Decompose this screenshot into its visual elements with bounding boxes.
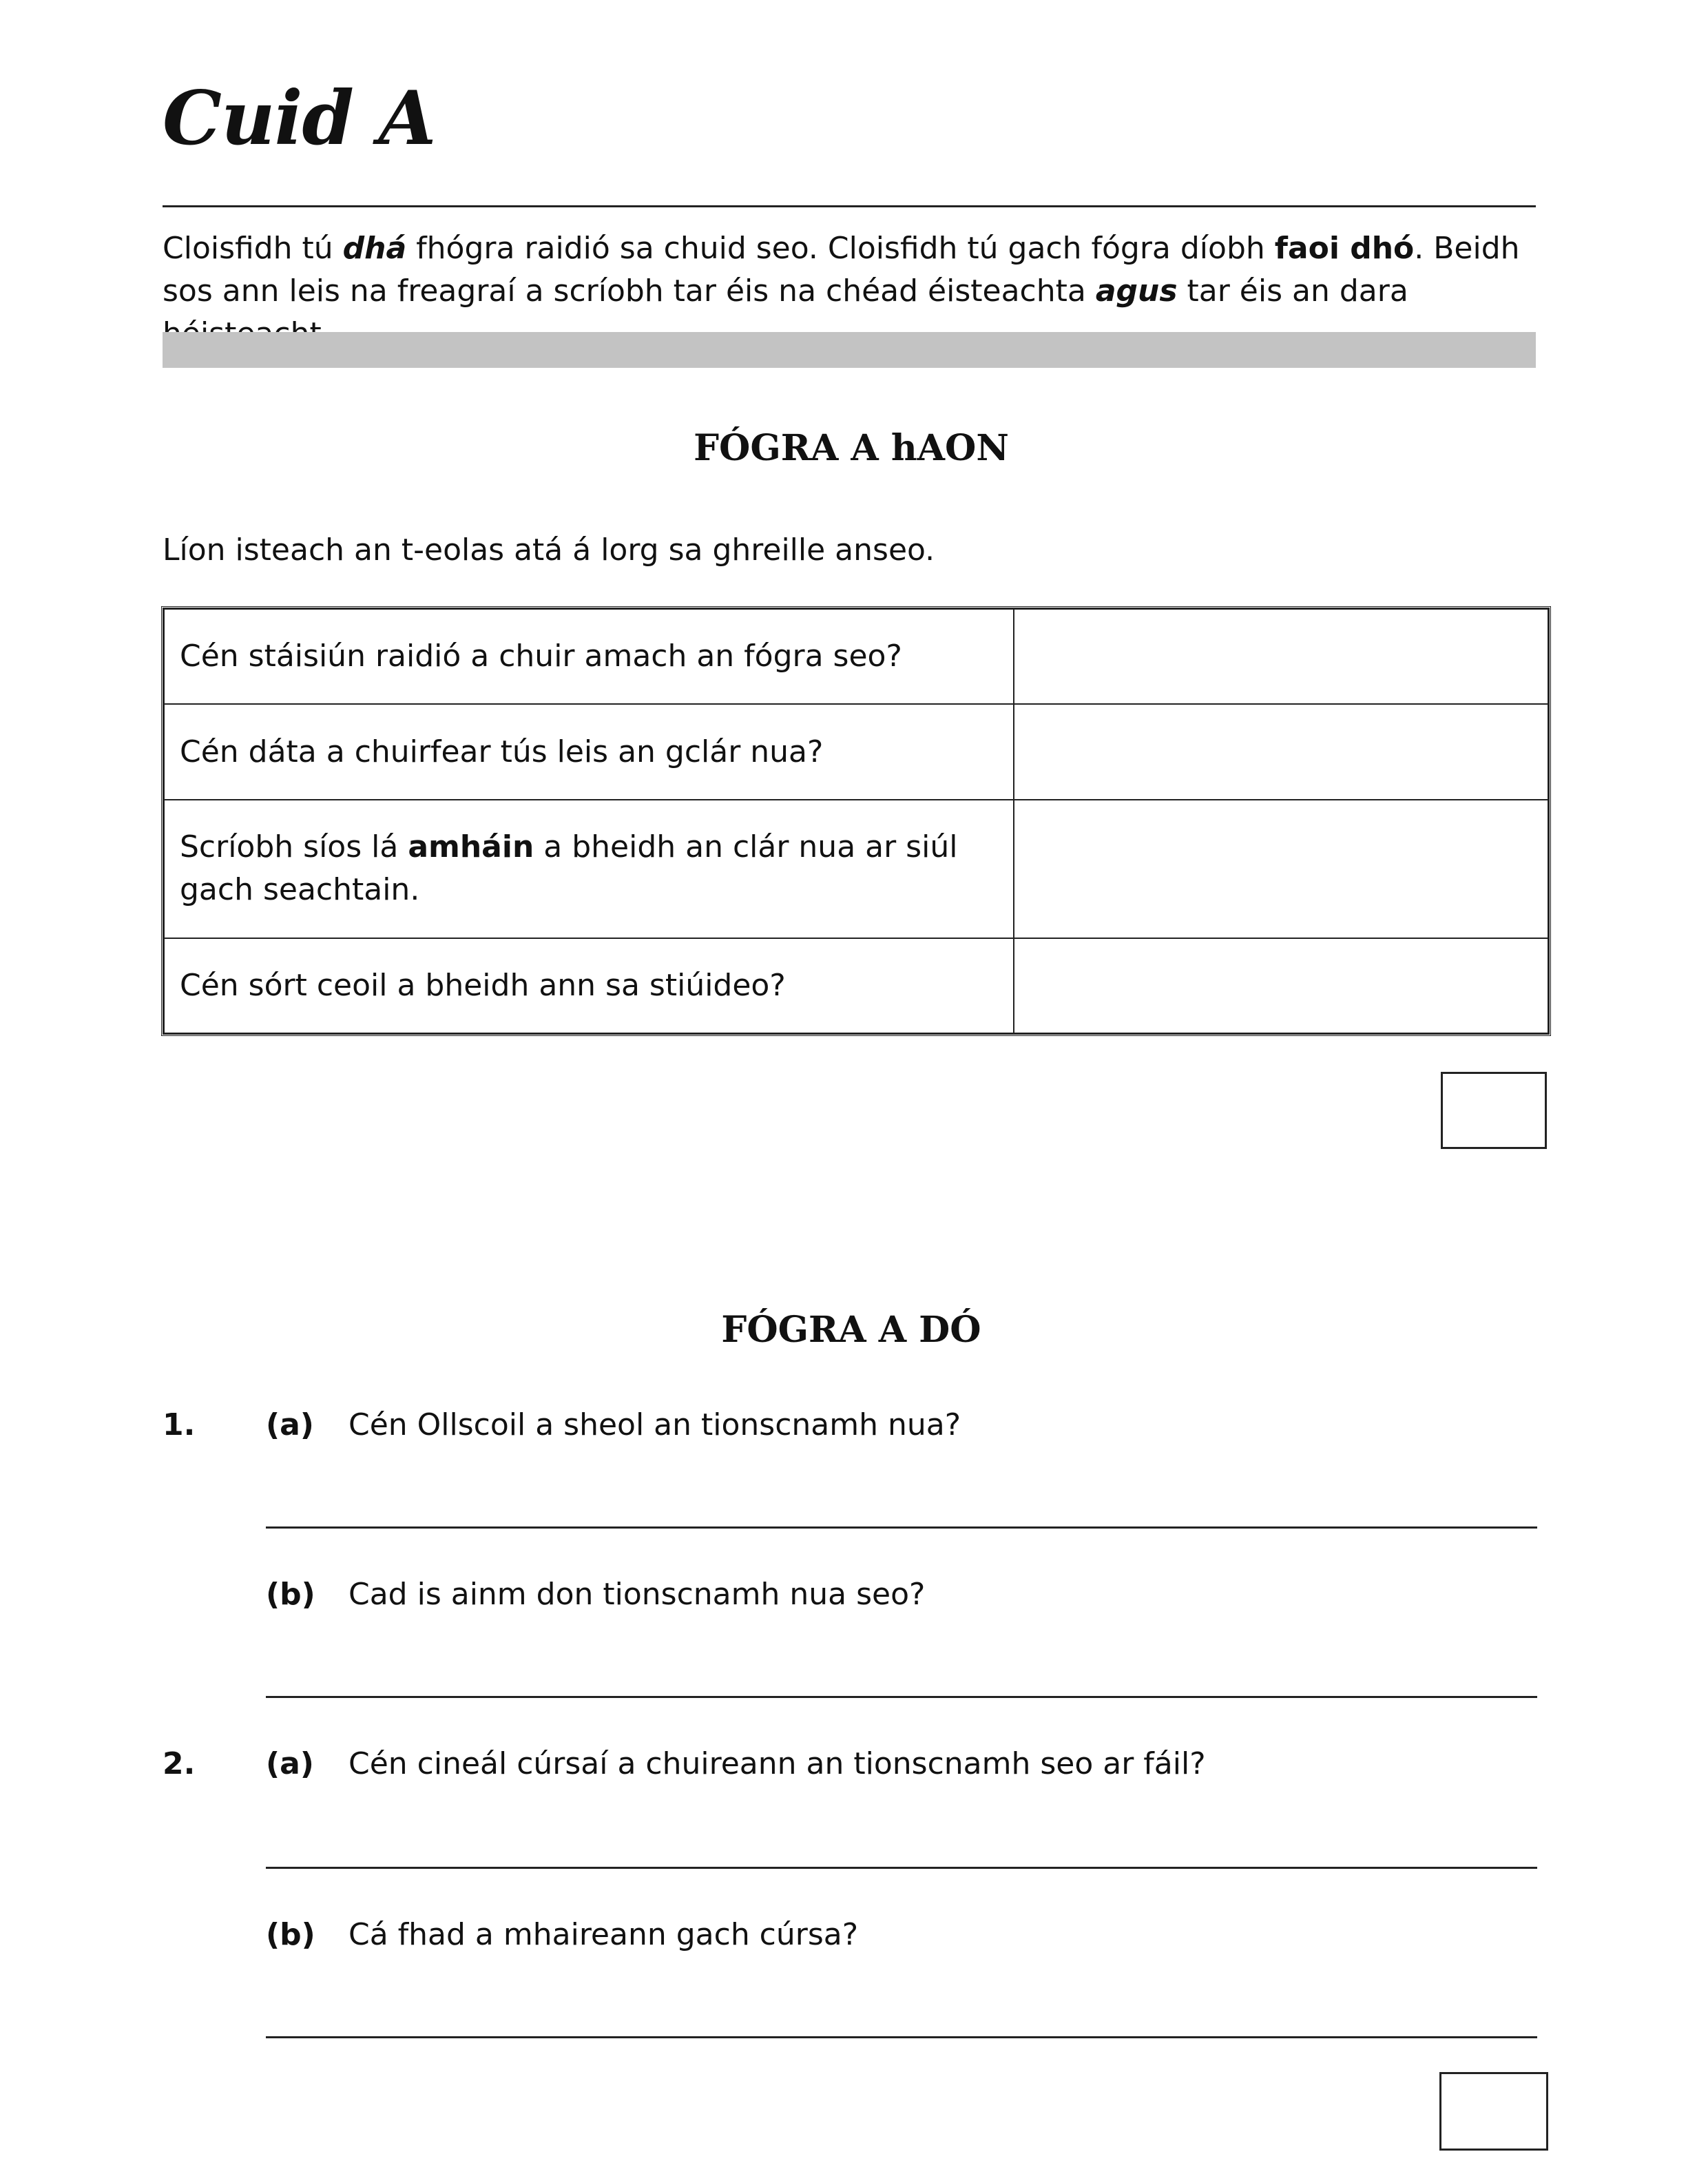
grid-row (164, 704, 1548, 799)
answer-line[interactable] (266, 2036, 1537, 2038)
grid-question: Cén sórt ceoil a bheidh ann sa stiúideo? (164, 938, 1014, 1033)
marks-box[interactable] (1439, 2072, 1548, 2151)
grid-row (164, 938, 1548, 1033)
answer-line[interactable] (266, 1526, 1537, 1529)
question-part-text: Cén Ollscoil a sheol an tionscnamh nua? (348, 1407, 961, 1442)
grid-row (164, 800, 1548, 938)
question-part-letter: (b) (266, 1917, 315, 1952)
title-divider (163, 205, 1536, 207)
answer-line[interactable] (266, 1696, 1537, 1698)
section1-heading: FÓGRA A hAON (694, 427, 1009, 469)
grid-answer-cell[interactable] (1014, 800, 1548, 938)
question-number: 1. (163, 1407, 196, 1442)
question-part-letter: (a) (266, 1407, 314, 1442)
answer-line[interactable] (266, 1867, 1537, 1869)
intro-emphasis-agus: agus (1095, 273, 1178, 309)
section2-heading: FÓGRA A DÓ (721, 1309, 981, 1351)
grid-answer-cell[interactable] (1014, 609, 1548, 704)
question-part-text: Cén cineál cúrsaí a chuireann an tionscnamh seo ar fáil? (348, 1746, 1206, 1781)
grid-answer-cell[interactable] (1014, 704, 1548, 799)
grid-answer-cell[interactable] (1014, 938, 1548, 1033)
grid-question-emphasis: amháin (408, 829, 534, 865)
grey-divider-bar (163, 332, 1536, 368)
question-part-letter: (b) (266, 1577, 315, 1612)
grid-question-text-2: a bheidh an clár nua ar siúl gach seachtain. (180, 829, 958, 908)
question-part-text: Cá fhad a mhaireann gach cúrsa? (348, 1917, 859, 1952)
question-part-text: Cad is ainm don tionscnamh nua seo? (348, 1577, 926, 1612)
grid-question: Cén stáisiún raidió a chuir amach an fógra seo? (164, 609, 1014, 704)
grid-question-text-1: Scríobh síos lá (180, 829, 408, 865)
grid-question (164, 800, 1014, 938)
marks-box[interactable] (1441, 1072, 1547, 1149)
question-part-letter: (a) (266, 1746, 314, 1781)
intro-text-2: fhógra raidió sa chuid seo. Cloisfidh tú gach fógra díobh (406, 231, 1275, 266)
page-title: Cuid A (163, 75, 436, 162)
intro-text-1: Cloisfidh tú (163, 231, 343, 266)
info-grid (161, 606, 1551, 1036)
intro-text-4: tar éis an dara (1187, 273, 1408, 309)
intro-emphasis-dha: dhá (342, 231, 407, 266)
grid-question: Cén dáta a chuirfear tús leis an gclár nua? (164, 704, 1014, 799)
intro-text-3: . Beidh sos ann leis na freagraí a scríobh tar éis na chéad éisteachta (163, 231, 1520, 309)
intro-emphasis-faoi-dho: faoi dhó (1274, 231, 1415, 266)
grid-row (164, 609, 1548, 704)
section1-instruction: Líon isteach an t-eolas atá á lorg sa ghreille anseo. (163, 532, 935, 568)
question-number: 2. (163, 1746, 196, 1781)
